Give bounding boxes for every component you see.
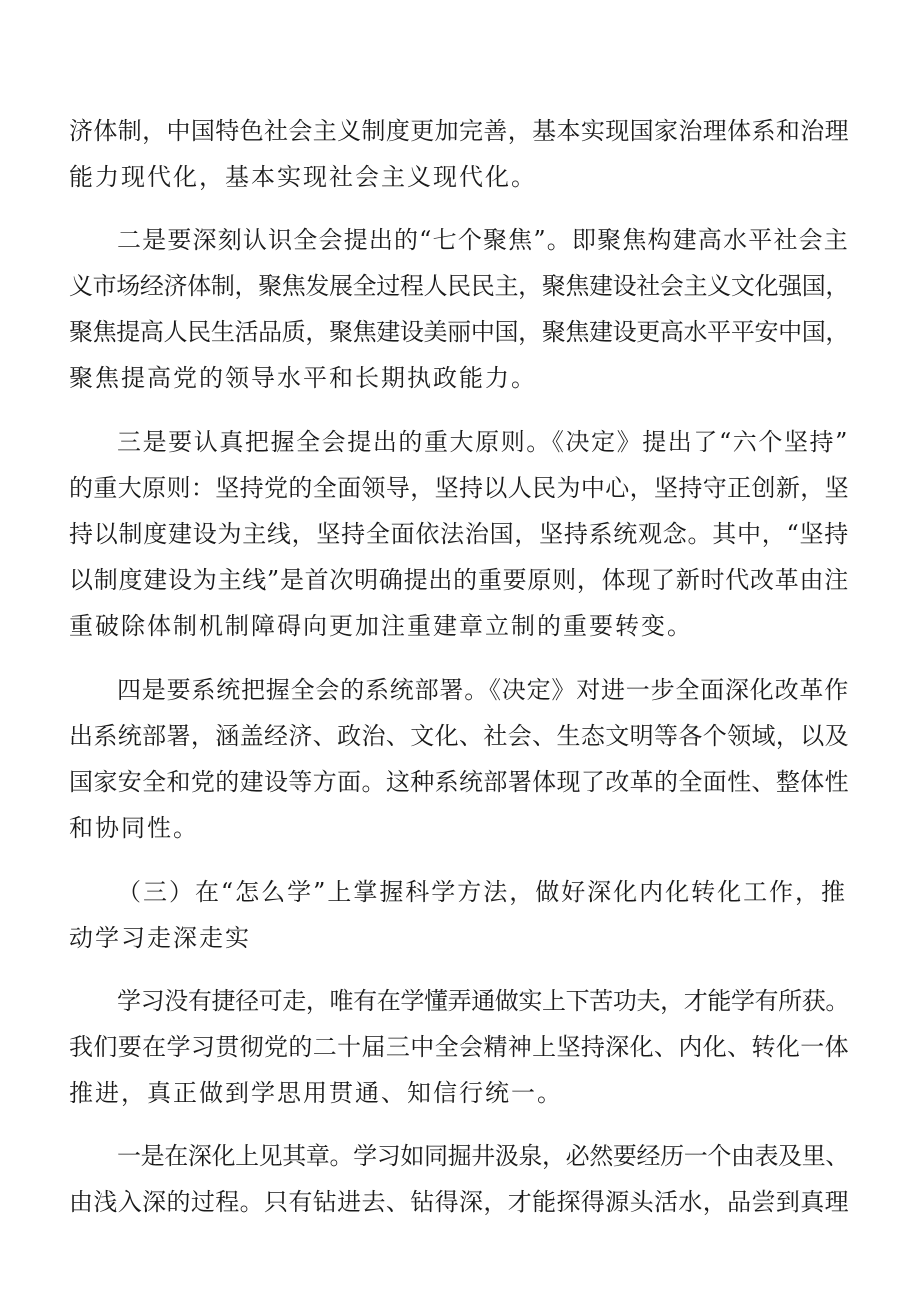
text-line: 义市场经济体制，聚焦发展全过程人民民主，聚焦建设社会主义文化强国， bbox=[69, 272, 849, 300]
text-line: 四是要系统把握全会的系统部署。《决定》对进一步全面深化改革作 bbox=[117, 676, 849, 704]
text-line: （三）在“怎么学”上掌握科学方法，做好深化内化转化工作，推 bbox=[117, 878, 847, 906]
text-line: 能力现代化，基本实现社会主义现代化。 bbox=[69, 163, 537, 191]
text-line: 济体制，中国特色社会主义制度更加完善，基本实现国家治理体系和治理 bbox=[69, 117, 849, 145]
text-line: 聚焦提高党的领导水平和长期执政能力。 bbox=[69, 364, 537, 392]
text-line: 持以制度建设为主线，坚持全面依法治国，坚持系统观念。其中，“坚持 bbox=[69, 520, 849, 548]
text-line: 学习没有捷径可走，唯有在学懂弄通做实上下苦功夫，才能学有所获。 bbox=[117, 987, 849, 1015]
text-line: 动学习走深走实 bbox=[69, 924, 251, 952]
text-line: 一是在深化上见其章。学习如同掘井汲泉，必然要经历一个由表及里、 bbox=[117, 1142, 849, 1170]
text-line: 国家安全和党的建设等方面。这种系统部署体现了改革的全面性、整体性 bbox=[69, 768, 849, 796]
text-line: 出系统部署，涵盖经济、政治、文化、社会、生态文明等各个领域，以及 bbox=[69, 722, 849, 750]
text-line: 我们要在学习贯彻党的二十届三中全会精神上坚持深化、内化、转化一体 bbox=[69, 1033, 849, 1061]
text-line: 聚焦提高人民生活品质，聚焦建设美丽中国，聚焦建设更高水平平安中国， bbox=[69, 318, 849, 346]
text-line: 三是要认真把握全会提出的重大原则。《决定》提出了“六个坚持” bbox=[117, 428, 849, 456]
text-line: 重破除体制机制障碍向更加注重建章立制的重要转变。 bbox=[69, 612, 693, 640]
text-line: 推进，真正做到学思用贯通、知信行统一。 bbox=[69, 1079, 563, 1107]
text-line: 由浅入深的过程。只有钻进去、钻得深，才能探得源头活水，品尝到真理 bbox=[69, 1188, 849, 1216]
text-line: 和协同性。 bbox=[69, 814, 199, 842]
text-line: 以制度建设为主线”是首次明确提出的重要原则，体现了新时代改革由注 bbox=[69, 566, 849, 594]
text-line: 的重大原则：坚持党的全面领导，坚持以人民为中心，坚持守正创新，坚 bbox=[69, 474, 849, 502]
text-line: 二是要深刻认识全会提出的“七个聚焦”。即聚焦构建高水平社会主 bbox=[117, 226, 849, 254]
